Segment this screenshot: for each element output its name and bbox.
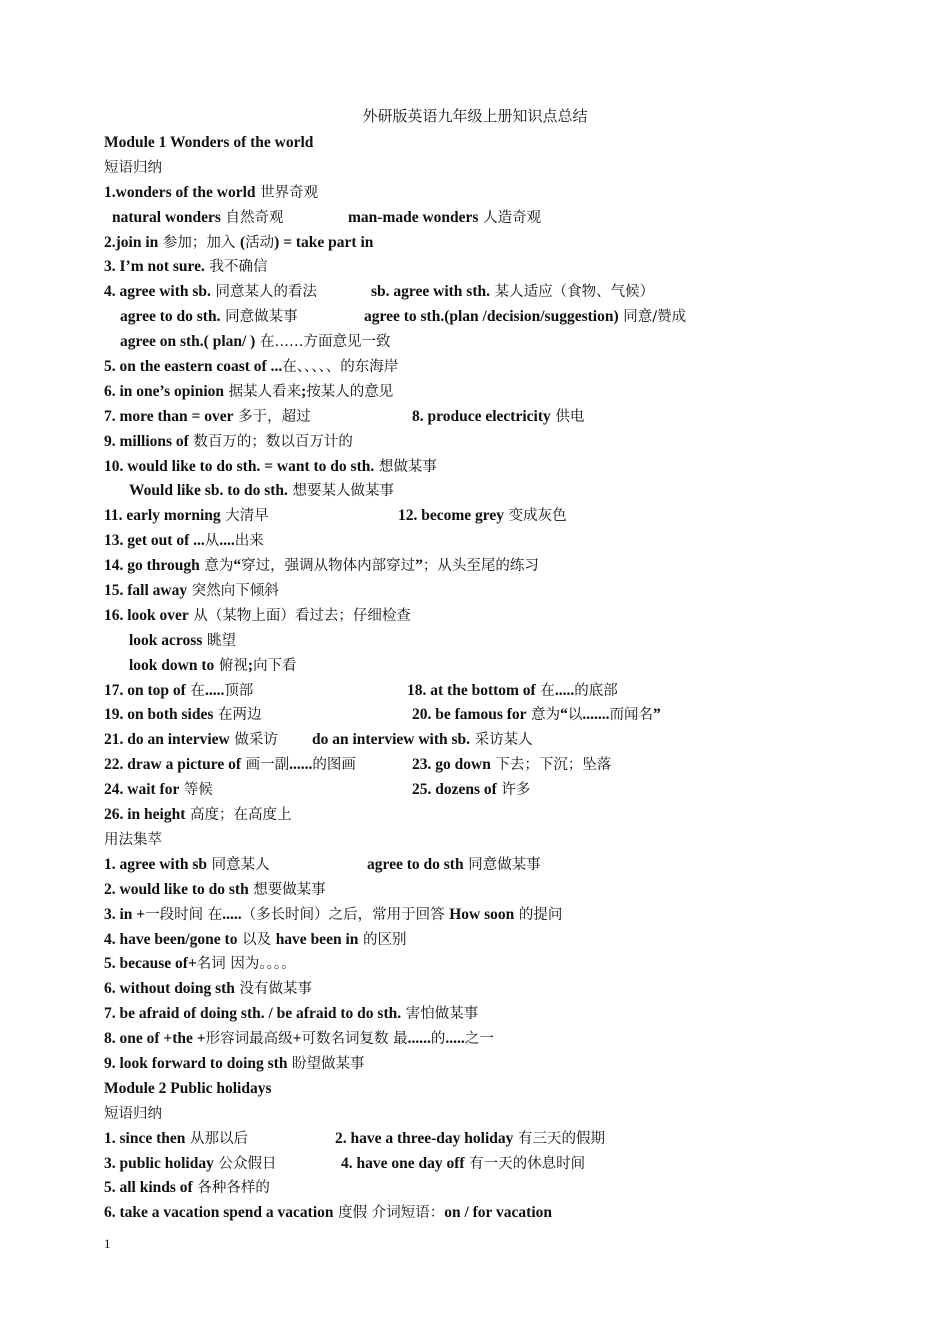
doc-line (104, 1051, 904, 1076)
text-bold: 5. all kinds of (104, 1179, 193, 1197)
doc-line (104, 454, 904, 479)
text-bold: man-made wonders (348, 208, 479, 226)
text-bold: Module 1 Wonders of the world (104, 134, 314, 151)
doc-line (104, 254, 904, 279)
text-bold: Module 2 Public holidays (104, 1079, 272, 1097)
text-bold: 4. agree with sb. (104, 283, 211, 301)
text-bold: 3. I’m not sure. (104, 258, 205, 276)
text-regular: 介词短语： (371, 1205, 445, 1222)
text-regular: 的图画 (312, 757, 356, 774)
doc-line-column-2 (367, 852, 541, 878)
doc-line-column-2 (412, 777, 530, 803)
text-bold: 5. on the eastern coast of ... (104, 358, 283, 376)
text-bold: agree to do sth (367, 855, 464, 873)
text-bold: 7. more than = over (104, 407, 234, 425)
text-bold: ...... (289, 756, 313, 774)
doc-line (104, 1151, 904, 1176)
text-bold: 3. in + (104, 905, 146, 923)
doc-line-column-2 (371, 279, 654, 305)
text-bold: 26. in height (104, 806, 186, 824)
doc-line (104, 852, 904, 877)
doc-line (104, 379, 904, 404)
doc-line-column-2 (312, 727, 533, 753)
text-bold: 18. at the bottom of (407, 681, 536, 699)
text-regular: 各种各样的 (192, 1180, 270, 1197)
doc-line (104, 354, 904, 379)
text-bold: 17. on top of (104, 681, 186, 699)
text-bold: 3. public holiday (104, 1154, 214, 1172)
doc-line (104, 727, 904, 752)
text-regular: 的提问 (514, 906, 563, 923)
text-regular: 没有做某事 (234, 981, 313, 998)
text-bold: ..... (554, 681, 575, 699)
text-regular: 向下看 (253, 657, 297, 674)
text-regular: 出来 (234, 533, 264, 550)
text-bold: 4. have been/gone to (104, 930, 238, 948)
text-bold: 16. look over (104, 606, 189, 624)
text-bold: “ (233, 557, 242, 575)
doc-line (104, 752, 904, 777)
doc-line (104, 130, 904, 155)
text-regular: 在……方面意见一致 (255, 334, 391, 351)
document-body (104, 130, 904, 1225)
doc-line-column-2 (412, 752, 611, 778)
text-regular: 用法集萃 (104, 831, 162, 848)
text-bold: 9. look forward to doing sth (104, 1054, 288, 1072)
doc-line (104, 951, 904, 976)
text-bold: 25. dozens of (412, 781, 497, 799)
text-regular: 有一天的休息时间 (464, 1155, 586, 1172)
text-regular: 数百万的；数以百万计的 (188, 433, 353, 450)
text-bold: ” (653, 706, 661, 724)
text-bold: 8. produce electricity (412, 407, 551, 425)
doc-line-column-2 (348, 205, 541, 231)
text-regular: 之一 (464, 1031, 494, 1048)
text-regular: 某人适应（食物、气候） (489, 284, 655, 301)
text-regular: 从 (204, 533, 220, 550)
text-regular: 因为。。。。 (230, 956, 296, 973)
text-regular: 高度；在高度上 (185, 807, 292, 824)
text-bold: 7. be afraid of doing sth. / be afraid to do sth. (104, 1005, 402, 1023)
text-regular: 我不确信 (204, 259, 268, 276)
text-regular: 度假 (333, 1205, 372, 1222)
doc-line (104, 702, 904, 727)
doc-line (104, 1001, 904, 1026)
doc-line (104, 503, 904, 528)
text-bold: 1.wonders of the world (104, 183, 256, 201)
text-regular: 采访某人 (470, 732, 533, 749)
text-regular: （多长时间）之后，常用于回答 (241, 906, 450, 923)
doc-line (104, 1076, 904, 1101)
text-bold: 6. without doing sth (104, 980, 235, 998)
text-regular: 下去；下沉；坠落 (490, 757, 612, 774)
text-bold: 14. go through (104, 557, 200, 575)
text-bold: 11. early morning (104, 507, 221, 525)
text-regular: 大清早 (220, 508, 269, 525)
doc-line (104, 678, 904, 703)
doc-line (104, 205, 904, 230)
text-regular: 以及 (237, 931, 276, 948)
text-regular: 想要做某事 (248, 881, 326, 898)
text-regular: 世界奇观 (255, 184, 319, 201)
text-regular: 从（某物上面）看过去；仔细检查 (188, 607, 411, 624)
text-regular: 穿过，强调从物体内部穿过 (241, 558, 416, 575)
document-title: 外研版英语九年级上册知识点总结 (362, 107, 588, 125)
text-regular: 据某人看来 (224, 383, 302, 400)
text-regular: 人造奇观 (478, 209, 542, 226)
text-bold: ..... (222, 905, 242, 923)
text-bold: ...... (407, 1030, 431, 1048)
text-bold: 24. wait for (104, 781, 180, 799)
text-regular: 盼望做某事 (287, 1055, 365, 1072)
doc-line-column-2 (341, 1151, 585, 1177)
text-bold: 6. take a vacation spend a vacation (104, 1204, 334, 1222)
doc-line (104, 777, 904, 802)
text-bold: 22. draw a picture of (104, 756, 242, 774)
text-bold: 4. have one day off (341, 1154, 465, 1172)
text-bold: natural wonders (112, 208, 221, 226)
text-regular: 想做某事 (374, 458, 437, 475)
doc-line (104, 927, 904, 952)
text-bold: 8. one of +the + (104, 1030, 206, 1048)
text-regular: 在 (535, 682, 555, 699)
doc-line (104, 1175, 904, 1200)
text-bold: + (292, 1030, 302, 1048)
text-regular: 在两边 (213, 707, 262, 724)
doc-line (104, 155, 904, 180)
text-regular: 活动 (245, 234, 275, 251)
text-regular: 许多 (496, 782, 531, 799)
text-regular: 短语归纳 (104, 159, 162, 176)
doc-line (104, 404, 904, 429)
text-bold: 20. be famous for (412, 706, 527, 724)
text-regular: 同意做某事 (220, 309, 298, 326)
text-bold: look across (129, 631, 203, 649)
text-regular: 做采访 (229, 732, 278, 749)
text-bold: 2. would like to do sth (104, 880, 249, 898)
text-bold: “ (560, 706, 568, 724)
text-bold: ” (415, 557, 423, 575)
text-bold: have been in (275, 930, 359, 948)
page-number: 1 (104, 1236, 111, 1251)
doc-line (104, 1200, 904, 1225)
text-bold: 5. because of+ (104, 955, 197, 973)
text-bold: ) = take part in (274, 233, 374, 251)
text-regular: 在、、、、、的东海岸 (282, 359, 399, 376)
text-bold: 6. in one’s opinion (104, 382, 225, 400)
text-bold: 2. have a three-day holiday (335, 1129, 514, 1147)
doc-line-column-2 (412, 404, 584, 430)
text-bold: 13. get out of ... (104, 532, 205, 550)
text-regular: 意为 (526, 707, 561, 724)
doc-line (104, 553, 904, 578)
doc-line (104, 1126, 904, 1151)
text-bold: 15. fall away (104, 582, 188, 600)
doc-line-column-2 (364, 304, 686, 330)
text-regular: 在 (185, 682, 205, 699)
text-bold: 2.join in (104, 233, 159, 251)
text-bold: 21. do an interview (104, 731, 230, 749)
text-regular: 想要某人做某事 (287, 483, 395, 500)
text-bold: ..... (204, 681, 225, 699)
text-regular: 可数名词复数 (301, 1031, 394, 1048)
text-regular: 同意某人 (207, 856, 270, 873)
doc-line (104, 279, 904, 304)
doc-line (104, 1026, 904, 1051)
text-regular: 名词 (196, 956, 231, 973)
text-bold: 1. agree with sb (104, 855, 208, 873)
text-regular: 公众假日 (213, 1155, 277, 1172)
text-bold: 23. go down (412, 756, 491, 774)
text-regular: 的区别 (358, 931, 407, 948)
text-regular: 顶部 (224, 682, 254, 699)
doc-line (104, 230, 904, 255)
text-regular: 在 (207, 906, 223, 923)
doc-line (104, 304, 904, 329)
text-regular: 形容词最高级 (205, 1031, 293, 1048)
doc-line (104, 578, 904, 603)
text-bold: ; (301, 382, 307, 400)
text-regular: 害怕做某事 (401, 1006, 479, 1023)
text-bold: 9. millions of (104, 432, 189, 450)
text-regular: 同意某人的看法 (210, 284, 318, 301)
doc-line (104, 827, 904, 852)
text-regular: 的 (430, 1031, 446, 1048)
text-bold: ..... (445, 1030, 465, 1048)
text-bold: agree to sth.(plan /decision/suggestion) (364, 308, 619, 326)
doc-line (104, 429, 904, 454)
text-regular: 而闻名 (609, 707, 654, 724)
text-bold: 12. become grey (398, 507, 505, 525)
text-bold: agree on sth.( plan/ ) (120, 333, 256, 351)
text-bold: agree to do sth. (120, 308, 221, 326)
doc-line (104, 478, 904, 503)
text-regular: 从那以后 (185, 1130, 248, 1147)
text-bold: 19. on both sides (104, 706, 214, 724)
text-regular: 的底部 (574, 682, 618, 699)
text-bold: ( (239, 233, 246, 251)
doc-line (104, 528, 904, 553)
text-regular: 同意/赞成 (618, 309, 687, 326)
text-regular: 多于，超过 (233, 408, 311, 425)
doc-line-column-2 (412, 702, 661, 728)
doc-line (104, 603, 904, 628)
doc-line (104, 180, 904, 205)
text-regular: 一段时间 (145, 906, 208, 923)
text-bold: 10. would like to do sth. = want to do sth. (104, 457, 375, 475)
text-regular: 意为 (199, 558, 234, 575)
text-regular: 按某人的意见 (306, 383, 394, 400)
doc-line (104, 802, 904, 827)
text-regular: 短语归纳 (104, 1105, 162, 1122)
doc-line-column-2 (335, 1126, 605, 1152)
text-regular: 等候 (179, 782, 213, 799)
text-regular: ；从头至尾的练习 (422, 558, 539, 575)
text-bold: look down to (129, 656, 215, 674)
doc-line (104, 902, 904, 927)
text-bold: 1. since then (104, 1129, 186, 1147)
doc-line-column-2 (407, 678, 618, 704)
text-regular: 画一副 (241, 757, 290, 774)
text-bold: Would like sb. to do sth. (129, 482, 288, 500)
text-regular: 供电 (550, 408, 585, 425)
text-regular: 有三天的假期 (513, 1130, 606, 1147)
text-bold: .... (219, 532, 235, 550)
text-bold: on / for vacation (444, 1204, 552, 1222)
text-bold: ; (247, 656, 254, 674)
text-regular: 变成灰色 (504, 508, 567, 525)
text-regular: 最 (393, 1031, 408, 1048)
doc-line (104, 653, 904, 678)
doc-line (104, 329, 904, 354)
text-bold: How soon (449, 905, 515, 923)
doc-line (104, 877, 904, 902)
text-bold: sb. agree with sth. (371, 283, 490, 301)
doc-line-column-2 (398, 503, 567, 529)
text-bold: do an interview with sb. (312, 731, 471, 749)
text-regular: 突然向下倾斜 (187, 583, 279, 600)
text-regular: 自然奇观 (220, 209, 284, 226)
doc-line (104, 628, 904, 653)
text-regular: 眺望 (202, 632, 236, 649)
doc-line (104, 976, 904, 1001)
text-regular: 参加；加入 (158, 234, 240, 251)
text-regular: 以 (567, 707, 583, 724)
text-regular: 同意做某事 (463, 856, 541, 873)
text-regular: 俯视 (214, 657, 248, 674)
text-bold: ....... (582, 706, 610, 724)
doc-line (104, 1101, 904, 1126)
